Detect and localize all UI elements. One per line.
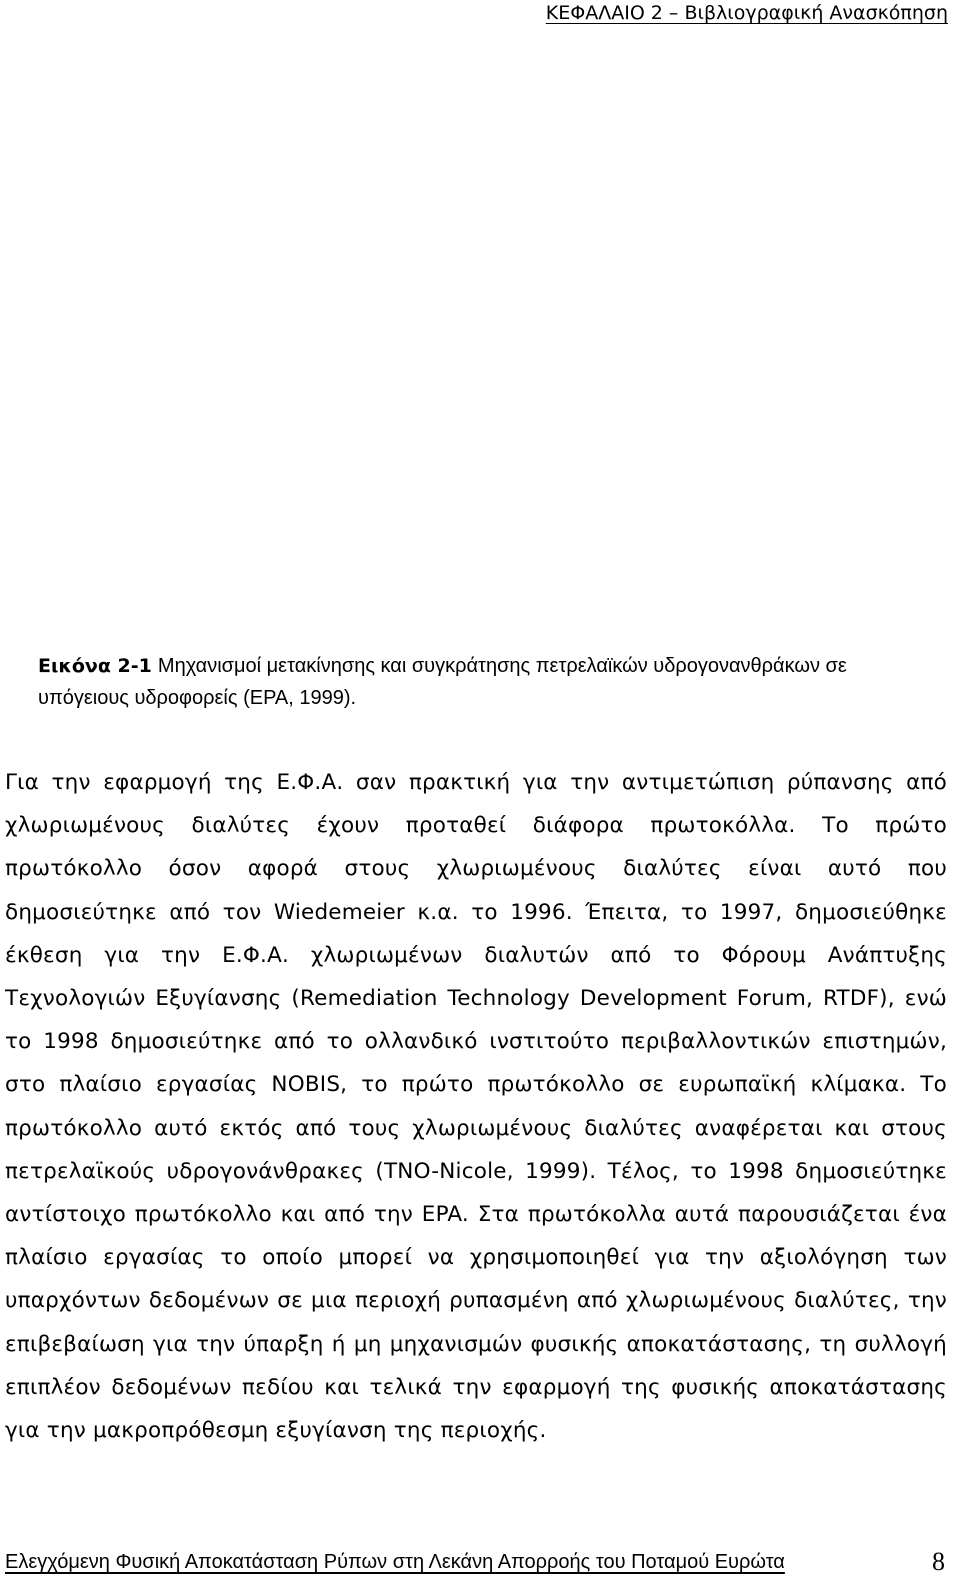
caption-label: Εικόνα 2-1 bbox=[38, 655, 152, 677]
body-paragraph: Για την εφαρμογή της Ε.Φ.Α. σαν πρακτική για την αντιμετώπιση ρύπανσης από χλωριωμένους διαλύτες έχουν προταθεί διάφορα πρωτοκόλλα. Το πρώτο πρωτόκολλο όσον αφορά στους χλωριωμένους διαλύτες είναι αυτό που δημοσιεύτηκε από τον Wiedemeier κ.α. το 1996. Έπειτα, το 1997, δημοσιεύθηκε έκθεση για την Ε.Φ.Α. χλωριωμένων διαλυτών από το Φόρουμ Ανάπτυξης Τεχνολογιών Εξυγίανσης (Remediation Technology Development Forum, RTDF), ενώ το 1998 δημοσιεύτηκε από το ολλανδικό ινστιτούτο περιβαλλοντικών επιστημών, στο πλαίσιο εργασίας NOBIS, το πρώτο πρωτόκολλο σε ευρωπαϊκή κλίμακα. Το πρωτόκολλο αυτό εκτός από τους χλωριωμένους διαλύτες αναφέρεται και στους πετρελαϊκούς υδρογονάνθρακες (TNO-Nicole, 1999). Τέλος, το 1998 δημοσιεύτηκε αντίστοιχο πρωτόκολλο και από την EPA. Στα πρωτόκολλα αυτά παρουσιάζεται ένα πλαίσιο εργασίας το οποίο μπορεί να χρησιμοποιηθεί για την αξιολόγηση των υπαρχόντων δεδομένων σε μια περιοχή ρυπασμένη από χλωριωμένους διαλύτες, την επιβεβαίωση για την ύπαρξη ή μη μηχανισμών φυσικής αποκατάστασης, τη συλλογή επιπλέον δεδομένων πεδίου και τελικά την εφαρμογή της φυσικής αποκατάστασης για την μακροπρόθεσμη εξυγίανση της περιοχής. bbox=[5, 770, 947, 1444]
page-number: 8 bbox=[932, 1547, 945, 1576]
caption-text: Μηχανισμοί μετακίνησης και συγκράτησης πετρελαϊκών υδρογονανθράκων σε υπόγειους υδροφορείς (EPA, 1999). bbox=[38, 655, 847, 709]
page-footer bbox=[5, 1547, 945, 1576]
running-header: ΚΕΦΑΛΑΙΟ 2 – Βιβλιογραφική Ανασκόπηση bbox=[545, 2, 948, 24]
figure-caption bbox=[38, 650, 928, 714]
footer-title: Ελεγχόμενη Φυσική Αποκατάσταση Ρύπων στη Λεκάνη Απορροής του Ποταμού Ευρώτα bbox=[5, 1551, 785, 1573]
